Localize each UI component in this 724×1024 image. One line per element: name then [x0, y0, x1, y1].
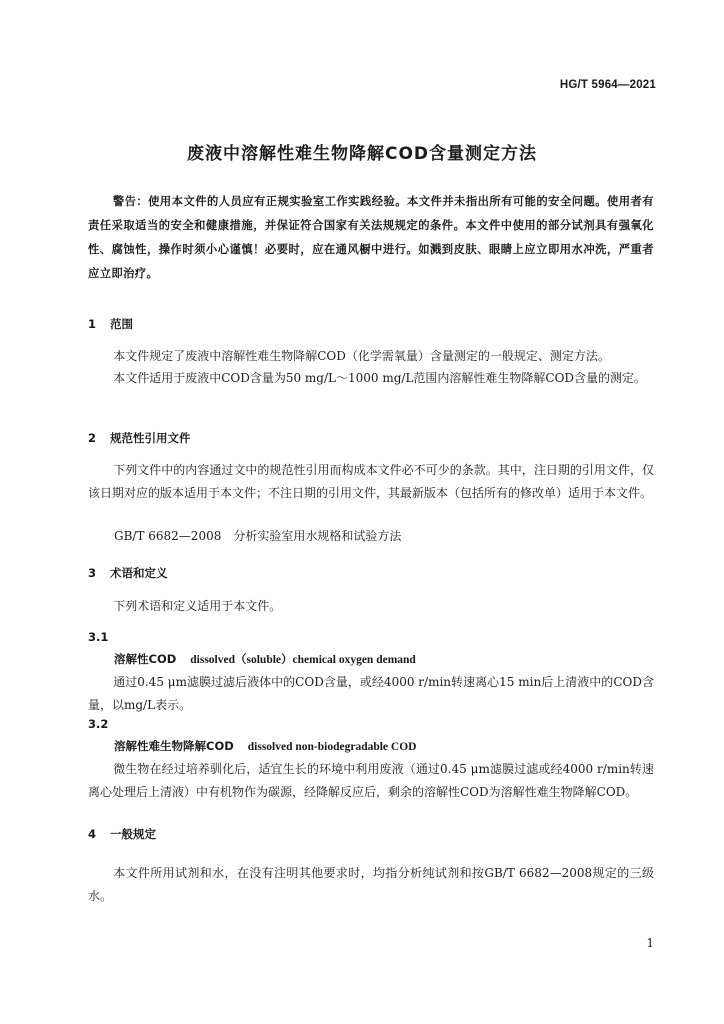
- standard-code: HG/T 5964—2021: [559, 79, 656, 91]
- term-name: [114, 651, 654, 667]
- document-title: 废液中溶解性难生物降解COD含量测定方法: [186, 144, 538, 164]
- term-name-english: dissolved non-biodegradable COD: [247, 741, 417, 753]
- section-title: 术语和定义: [110, 566, 168, 580]
- normative-reference: GB/T 6682—2008 分析实验室用水规格和试验方法: [114, 529, 402, 543]
- section-2-paragraph-1: 下列文件中的内容通过文中的规范性引用而构成本文件必不可少的条款。其中，注日期的引用文件，仅该日期对应的版本适用于本文件；不注日期的引用文件，其最新版本（包括所有的修改单）适用于本文件。: [88, 463, 654, 500]
- page-number: 1: [646, 936, 654, 950]
- term-definition: 微生物在经过培养驯化后，适宜生长的环境中利用废液（通过0.45 μm滤膜过滤或经4000 r/min转速离心处理后上清液）中有机物作为碳源，经降解反应后，剩余的溶解性COD为溶解性难生物降解COD。: [88, 762, 654, 799]
- section-3-heading: [88, 565, 648, 581]
- section-title: 一般规定: [110, 827, 156, 841]
- section-number: 1: [88, 317, 97, 331]
- section-2-heading: [88, 430, 648, 446]
- section-4-paragraph-1: 本文件所用试剂和水，在没有注明其他要求时，均指分析纯试剂和按GB/T 6682—2008规定的三级水。: [88, 866, 654, 903]
- section-number: 4: [88, 827, 97, 841]
- term-name: [114, 738, 654, 754]
- section-number: 3: [88, 566, 97, 580]
- section-1-paragraph-1: 本文件规定了废液中溶解性难生物降解COD（化学需氧量）含量测定的一般规定、测定方法。: [113, 349, 610, 363]
- section-title: 范围: [110, 317, 133, 331]
- term-number: 3.1: [88, 630, 109, 644]
- safety-warning: 警告：使用本文件的人员应有正规实验室工作实践经验。本文件并未指出所有可能的安全问题。使用者有责任采取适当的安全和健康措施，并保证符合国家有关法规规定的条件。本文件中使用的部分试剂具有强氧化性、腐蚀性，操作时须小心谨慎！必要时，应在通风橱中进行。如溅到皮肤、眼睛上应立即用水冲洗，严重者应立即治疗。: [88, 195, 654, 280]
- term-name-chinese: 溶解性COD: [114, 652, 177, 666]
- term-name-chinese: 溶解性难生物降解COD: [114, 739, 234, 753]
- section-title: 规范性引用文件: [110, 431, 191, 445]
- term-name-english: dissolved（soluble）chemical oxygen demand: [190, 654, 416, 666]
- section-1-paragraph-2: 本文件适用于废液中COD含量为50 mg/L～1000 mg/L范围内溶解性难生物降解COD含量的测定。: [113, 371, 647, 385]
- section-1-heading: [88, 316, 648, 332]
- term-definition: 通过0.45 μm滤膜过滤后液体中的COD含量，或经4000 r/min转速离心15 min后上清液中的COD含量，以mg/L表示。: [88, 675, 654, 712]
- section-number: 2: [88, 431, 97, 445]
- section-3-paragraph-1: 下列术语和定义适用于本文件。: [113, 599, 282, 613]
- term-number: 3.2: [88, 717, 109, 731]
- section-4-heading: [88, 826, 648, 842]
